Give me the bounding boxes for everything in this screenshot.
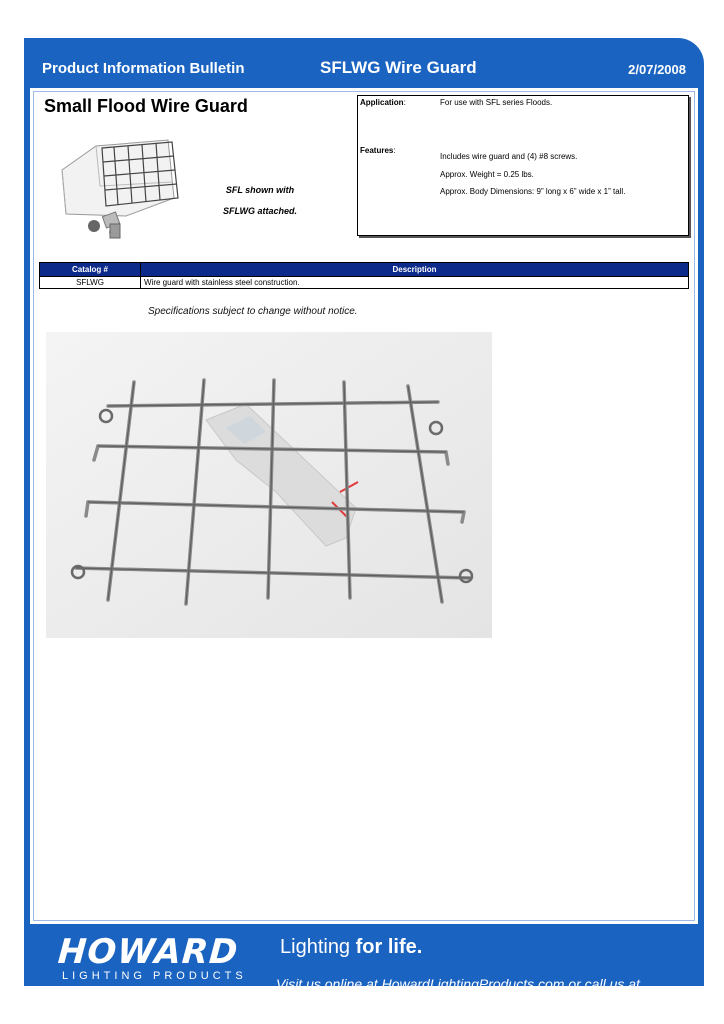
column-header-catalog: Catalog # (40, 263, 141, 277)
column-header-description: Description (141, 263, 689, 277)
features-label: Features: (360, 146, 396, 155)
catalog-cell: SFLWG (40, 277, 141, 289)
tagline (280, 936, 422, 959)
table-row (40, 277, 689, 289)
page-frame (24, 38, 704, 1008)
notice-text: Specifications subject to change without notice. (148, 306, 358, 317)
bulletin-title: SFLWG Wire Guard (320, 58, 477, 77)
application-label-text: Application (360, 98, 404, 107)
feature-item: Approx. Body Dimensions: 9” long x 6” wide x 1” tall. (440, 187, 626, 196)
tagline-plain: Lighting (280, 936, 356, 958)
logo-subtitle: LIGHTING PRODUCTS (62, 970, 247, 982)
bulletin-label: Product Information Bulletin (42, 60, 245, 77)
table-header-row (40, 263, 689, 277)
spec-box (357, 95, 689, 236)
catalog-table (39, 262, 689, 289)
tagline-bold: for life. (355, 936, 423, 958)
application-label: Application: (360, 98, 406, 107)
contact-line: Visit us online at HowardLightingProducts.com or call us at 800.956.3456. (276, 976, 640, 1008)
feature-item: Approx. Weight = 0.25 lbs. (440, 170, 534, 179)
description-cell: Wire guard with stainless steel construction. (141, 277, 689, 289)
content-panel (30, 88, 698, 924)
logo-wordmark: HOWARD (56, 932, 240, 972)
features-label-text: Features (360, 146, 394, 155)
feature-item: Includes wire guard and (4) #8 screws. (440, 152, 578, 161)
caption-line-2: SFLWG attached. (222, 206, 297, 216)
application-value: For use with SFL series Floods. (440, 98, 553, 107)
bulletin-date: 2/07/2008 (628, 62, 686, 77)
howard-logo (58, 932, 247, 982)
product-thumbnail (56, 128, 206, 248)
product-title: Small Flood Wire Guard (44, 96, 248, 116)
footer-bar (24, 924, 704, 1008)
caption-line-1: SFL shown with (225, 185, 295, 195)
product-photo (46, 332, 492, 638)
